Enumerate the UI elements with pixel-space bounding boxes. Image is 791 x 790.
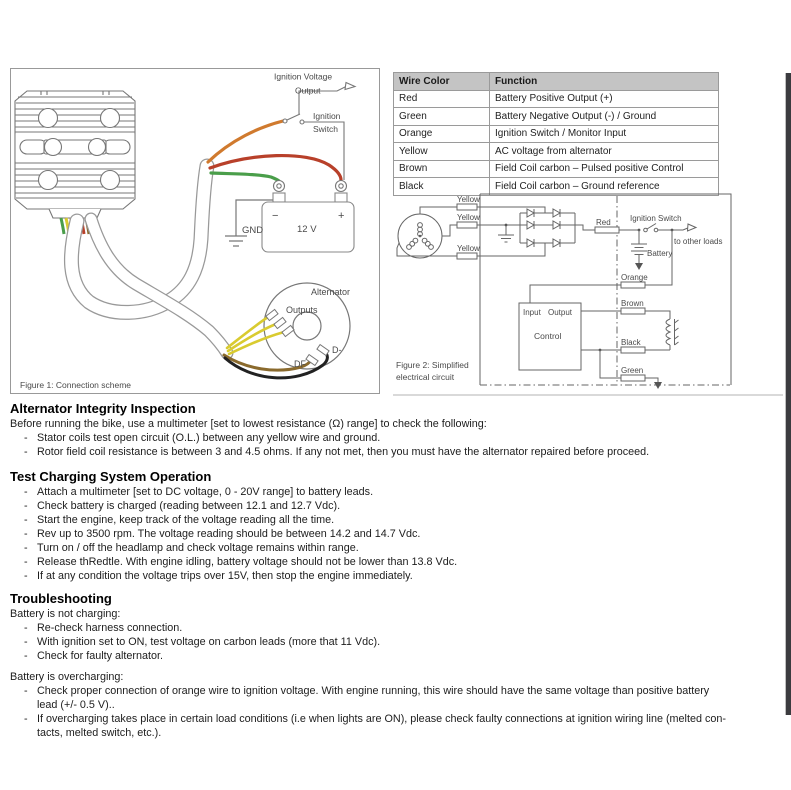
section-heading: Test Charging System Operation [10, 469, 212, 484]
label-ignition: Ignition [313, 111, 341, 121]
text-line: - Check battery is charged (reading between 12.1 and 12.7 Vdc). [10, 499, 785, 513]
yellow-connector [457, 253, 477, 259]
section-heading: Alternator Integrity Inspection [10, 401, 196, 416]
bridge-ground [498, 225, 514, 242]
label-orange: Orange [621, 273, 648, 282]
label-battery: Battery [647, 249, 673, 258]
text-line: - With ignition set to ON, test voltage on carbon leads (more that 11 Vdc). [10, 635, 785, 649]
yellow-connector [457, 204, 477, 210]
text-line: - Start the engine, keep track of the voltage reading all the time. [10, 513, 785, 527]
text-line: - Rotor field coil resistance is between 3 and 4.5 ohms. If any not met, then you must have the alternator repaired before proceed. [10, 445, 785, 459]
text-line: - Re-check harness connection. [10, 621, 785, 635]
label-input: Input [523, 308, 541, 317]
text-line: - Attach a multimeter [set to DC voltage, 0 - 20V range] to battery leads. [10, 485, 785, 499]
text-line-clipped: tacts, melted switch, etc.). [37, 727, 162, 739]
label-df: DF [294, 359, 306, 369]
table-row [394, 160, 719, 178]
red-connector [595, 227, 619, 233]
figure1-drawing [11, 69, 379, 393]
red-wire [210, 156, 341, 180]
regulator-unit [15, 91, 135, 218]
section-troubleshooting [10, 591, 785, 739]
battery-plus: + [338, 210, 345, 222]
stator [398, 214, 442, 258]
label-output: Output [548, 308, 573, 317]
page-edge-bar [785, 73, 791, 715]
label-ignition-voltage: Ignition Voltage [274, 71, 333, 82]
yellow-connector [457, 222, 477, 228]
label-switch: Switch [313, 124, 339, 134]
label-yellow-2: Yellow [457, 213, 480, 222]
battery-voltage: 12 V [297, 224, 317, 235]
text-line: - If at any condition the voltage trips over 15V, then stop the engine immediately. [10, 569, 785, 583]
table-row [394, 143, 719, 161]
text-line: - Stator coils test open circuit (O.L.) between any yellow wire and ground. [10, 431, 785, 445]
green-connector [621, 375, 645, 381]
battery-symbol [631, 230, 647, 270]
label-control: Control [534, 331, 562, 341]
section-alternator-integrity [10, 401, 785, 459]
table-row [394, 125, 719, 143]
manual-text [10, 401, 785, 739]
orange-connector [621, 282, 645, 288]
cell-function: Ignition Switch / Monitor Input [490, 125, 719, 143]
text-line: - Check proper connection of orange wire to ignition voltage. With engine running, this wire should have the same voltage than positive battery [10, 684, 785, 698]
section-heading: Troubleshooting [10, 591, 112, 606]
figure1-connection-scheme [10, 68, 380, 394]
cell-function: Battery Negative Output (-) / Ground [490, 108, 719, 126]
rectifier-bridge [520, 209, 575, 247]
cell-color: Brown [394, 160, 490, 178]
text-line: - Check for faulty alternator. [10, 649, 785, 663]
header-function: Function [490, 73, 719, 91]
battery [262, 193, 354, 252]
header-wire-color: Wire Color [394, 73, 490, 91]
label-gnd: GND [242, 225, 264, 236]
table-row [394, 108, 719, 126]
label-yellow-1: Yellow [457, 195, 480, 204]
section-test-charging [10, 469, 785, 583]
table-header-row [394, 73, 719, 91]
figure2-bottom-rule [393, 394, 783, 396]
figure1-caption: Figure 1: Connection scheme [20, 380, 132, 390]
cell-function: AC voltage from alternator [490, 143, 719, 161]
text-line: - Turn on / off the headlamp and check voltage remains within range. [10, 541, 785, 555]
figure2-drawing [393, 192, 783, 398]
cell-color: Red [394, 90, 490, 108]
cell-color: Orange [394, 125, 490, 143]
cell-color: Green [394, 108, 490, 126]
text-line: lead (+/- 0.5 V).. [37, 699, 115, 711]
label-brown: Brown [621, 299, 644, 308]
battery-minus: − [272, 210, 279, 222]
field-coil [666, 319, 679, 350]
text-line: - Release thRedtle. With engine idling, battery voltage should not be lower than 13.8 Vdc. [10, 555, 785, 569]
ring-terminals [274, 181, 347, 192]
text-line: - Rev up to 3500 rpm. The voltage reading should be between 14.2 and 14.7 Vdc. [10, 527, 785, 541]
text-line: Before running the bike, use a multimeter [set to lowest resistance (Ω) range] to check the following: [10, 418, 487, 430]
figure2-caption-line2: electrical circuit [396, 372, 455, 382]
wire-color-table [393, 72, 719, 196]
text-line: - If overcharging takes place in certain load conditions (i.e when lights are ON), please check faulty connections at ignition wiring line (melted con- [10, 712, 785, 726]
figure2-caption-line1: Figure 2: Simplified [396, 360, 469, 370]
label-outputs: Outputs [286, 305, 318, 315]
label-red: Red [596, 218, 611, 227]
cell-function: Battery Positive Output (+) [490, 90, 719, 108]
table-row [394, 90, 719, 108]
label-yellow-3: Yellow [457, 244, 480, 253]
label-black: Black [621, 338, 641, 347]
black-connector [621, 347, 645, 353]
label-ignition-switch: Ignition Switch [630, 214, 682, 223]
label-output: Output [295, 85, 321, 96]
cell-function: Field Coil carbon – Pulsed positive Control [490, 160, 719, 178]
cell-color: Yellow [394, 143, 490, 161]
cell-color: Black [394, 178, 490, 196]
brown-connector [621, 308, 645, 314]
green-wire [211, 173, 279, 181]
label-alternator: Alternator [311, 287, 351, 297]
label-green: Green [621, 366, 644, 375]
figure2-simplified-circuit [393, 192, 783, 398]
label-to-other-loads: to other loads [674, 237, 723, 246]
text-line: Battery is not charging: [10, 608, 121, 620]
yellow-wire-1 [227, 317, 268, 348]
text-line: Battery is overcharging: [10, 671, 124, 683]
loads-arrow [688, 224, 697, 231]
yellow-lead-2 [442, 225, 520, 236]
cell-function: Field Coil carbon – Ground reference [490, 178, 719, 196]
orange-line [530, 230, 672, 303]
label-d-minus: D- [332, 345, 342, 355]
